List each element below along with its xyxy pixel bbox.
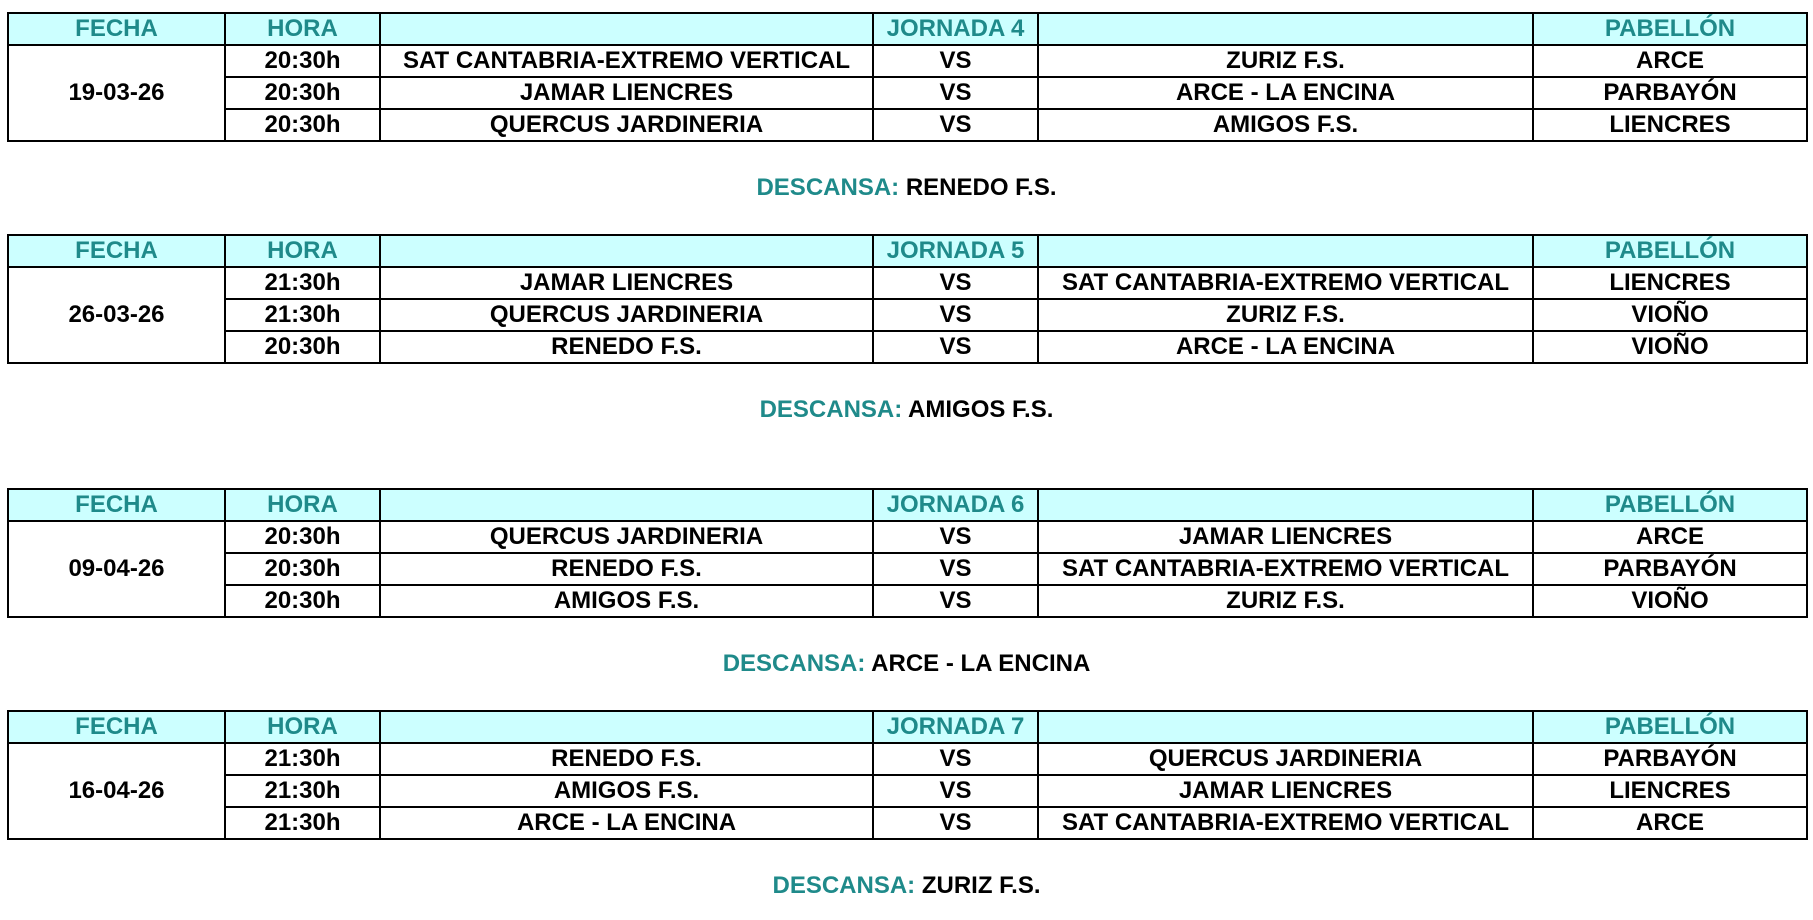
match-vs: VS	[873, 807, 1038, 839]
header-hora: HORA	[225, 235, 380, 267]
match-home: RENEDO F.S.	[380, 331, 873, 363]
descansa-team: ARCE - LA ENCINA	[871, 650, 1091, 677]
match-hora: 20:30h	[225, 77, 380, 109]
match-vs: VS	[873, 109, 1038, 141]
table-row	[8, 299, 1807, 331]
table-row	[8, 109, 1807, 141]
match-vs: VS	[873, 553, 1038, 585]
match-pabellon: ARCE	[1533, 45, 1807, 77]
schedule-table	[7, 234, 1808, 364]
jornada-table-4	[7, 12, 1806, 142]
match-hora: 21:30h	[225, 267, 380, 299]
schedule-table	[7, 710, 1808, 840]
match-away: SAT CANTABRIA-EXTREMO VERTICAL	[1038, 807, 1533, 839]
descansa-label: DESCANSA:	[756, 174, 900, 201]
table-row	[8, 331, 1807, 363]
match-date: 09-04-26	[8, 521, 225, 617]
header-pabellon: PABELLÓN	[1533, 711, 1807, 743]
match-away: ARCE - LA ENCINA	[1038, 77, 1533, 109]
header-row	[8, 489, 1807, 521]
match-pabellon: PARBAYÓN	[1533, 553, 1807, 585]
header-blank-home	[380, 13, 873, 45]
header-hora: HORA	[225, 489, 380, 521]
match-date: 19-03-26	[8, 45, 225, 141]
table-row	[8, 807, 1807, 839]
header-jornada: JORNADA 4	[873, 13, 1038, 45]
descansa-label: DESCANSA:	[722, 650, 866, 677]
match-home: QUERCUS JARDINERIA	[380, 521, 873, 553]
header-pabellon: PABELLÓN	[1533, 235, 1807, 267]
header-blank-away	[1038, 13, 1533, 45]
match-hora: 21:30h	[225, 807, 380, 839]
header-row	[8, 13, 1807, 45]
match-away: SAT CANTABRIA-EXTREMO VERTICAL	[1038, 267, 1533, 299]
match-away: ZURIZ F.S.	[1038, 45, 1533, 77]
match-pabellon: ARCE	[1533, 807, 1807, 839]
match-hora: 20:30h	[225, 585, 380, 617]
header-blank-home	[380, 711, 873, 743]
match-home: QUERCUS JARDINERIA	[380, 299, 873, 331]
match-pabellon: LIENCRES	[1533, 267, 1807, 299]
match-hora: 21:30h	[225, 743, 380, 775]
header-row	[8, 711, 1807, 743]
match-hora: 21:30h	[225, 775, 380, 807]
match-hora: 20:30h	[225, 331, 380, 363]
header-blank-home	[380, 489, 873, 521]
match-home: QUERCUS JARDINERIA	[380, 109, 873, 141]
header-blank-away	[1038, 489, 1533, 521]
header-blank-home	[380, 235, 873, 267]
match-hora: 20:30h	[225, 521, 380, 553]
match-vs: VS	[873, 267, 1038, 299]
match-hora: 21:30h	[225, 299, 380, 331]
descansa-team: RENEDO F.S.	[905, 174, 1057, 201]
match-home: RENEDO F.S.	[380, 553, 873, 585]
match-pabellon: PARBAYÓN	[1533, 77, 1807, 109]
descansa-label: DESCANSA:	[772, 872, 916, 899]
match-pabellon: LIENCRES	[1533, 775, 1807, 807]
header-jornada: JORNADA 5	[873, 235, 1038, 267]
table-row	[8, 521, 1807, 553]
descansa-team: AMIGOS F.S.	[908, 396, 1054, 423]
match-pabellon: VIOÑO	[1533, 299, 1807, 331]
jornada-table-7	[7, 710, 1806, 840]
table-row	[8, 775, 1807, 807]
schedule-table	[7, 488, 1808, 618]
match-hora: 20:30h	[225, 109, 380, 141]
jornada-table-6	[7, 488, 1806, 618]
match-pabellon: PARBAYÓN	[1533, 743, 1807, 775]
table-row	[8, 267, 1807, 299]
match-home: SAT CANTABRIA-EXTREMO VERTICAL	[380, 45, 873, 77]
table-row	[8, 553, 1807, 585]
header-jornada: JORNADA 7	[873, 711, 1038, 743]
header-jornada: JORNADA 6	[873, 489, 1038, 521]
header-fecha: FECHA	[8, 711, 225, 743]
match-away: ZURIZ F.S.	[1038, 299, 1533, 331]
descansa-line	[7, 650, 1806, 678]
header-hora: HORA	[225, 711, 380, 743]
header-pabellon: PABELLÓN	[1533, 489, 1807, 521]
match-home: RENEDO F.S.	[380, 743, 873, 775]
table-row	[8, 77, 1807, 109]
descansa-label: DESCANSA:	[759, 396, 903, 423]
match-away: ZURIZ F.S.	[1038, 585, 1533, 617]
jornada-table-5	[7, 234, 1806, 364]
match-vs: VS	[873, 299, 1038, 331]
table-row	[8, 743, 1807, 775]
match-vs: VS	[873, 77, 1038, 109]
schedule-table	[7, 12, 1808, 142]
match-away: JAMAR LIENCRES	[1038, 775, 1533, 807]
table-row	[8, 585, 1807, 617]
header-hora: HORA	[225, 13, 380, 45]
header-row	[8, 235, 1807, 267]
match-home: AMIGOS F.S.	[380, 775, 873, 807]
header-fecha: FECHA	[8, 489, 225, 521]
header-fecha: FECHA	[8, 235, 225, 267]
match-vs: VS	[873, 45, 1038, 77]
header-pabellon: PABELLÓN	[1533, 13, 1807, 45]
match-hora: 20:30h	[225, 45, 380, 77]
match-home: JAMAR LIENCRES	[380, 267, 873, 299]
match-date: 26-03-26	[8, 267, 225, 363]
match-vs: VS	[873, 775, 1038, 807]
match-away: AMIGOS F.S.	[1038, 109, 1533, 141]
match-vs: VS	[873, 331, 1038, 363]
match-pabellon: VIOÑO	[1533, 585, 1807, 617]
header-blank-away	[1038, 711, 1533, 743]
header-blank-away	[1038, 235, 1533, 267]
match-pabellon: LIENCRES	[1533, 109, 1807, 141]
header-fecha: FECHA	[8, 13, 225, 45]
match-date: 16-04-26	[8, 743, 225, 839]
match-away: QUERCUS JARDINERIA	[1038, 743, 1533, 775]
match-pabellon: ARCE	[1533, 521, 1807, 553]
match-pabellon: VIOÑO	[1533, 331, 1807, 363]
descansa-team: ZURIZ F.S.	[921, 872, 1041, 899]
match-vs: VS	[873, 585, 1038, 617]
match-vs: VS	[873, 743, 1038, 775]
descansa-line	[7, 872, 1806, 900]
match-away: SAT CANTABRIA-EXTREMO VERTICAL	[1038, 553, 1533, 585]
match-home: AMIGOS F.S.	[380, 585, 873, 617]
match-away: JAMAR LIENCRES	[1038, 521, 1533, 553]
descansa-line	[7, 174, 1806, 202]
match-away: ARCE - LA ENCINA	[1038, 331, 1533, 363]
table-row	[8, 45, 1807, 77]
descansa-line	[7, 396, 1806, 424]
match-vs: VS	[873, 521, 1038, 553]
match-hora: 20:30h	[225, 553, 380, 585]
match-home: JAMAR LIENCRES	[380, 77, 873, 109]
match-home: ARCE - LA ENCINA	[380, 807, 873, 839]
